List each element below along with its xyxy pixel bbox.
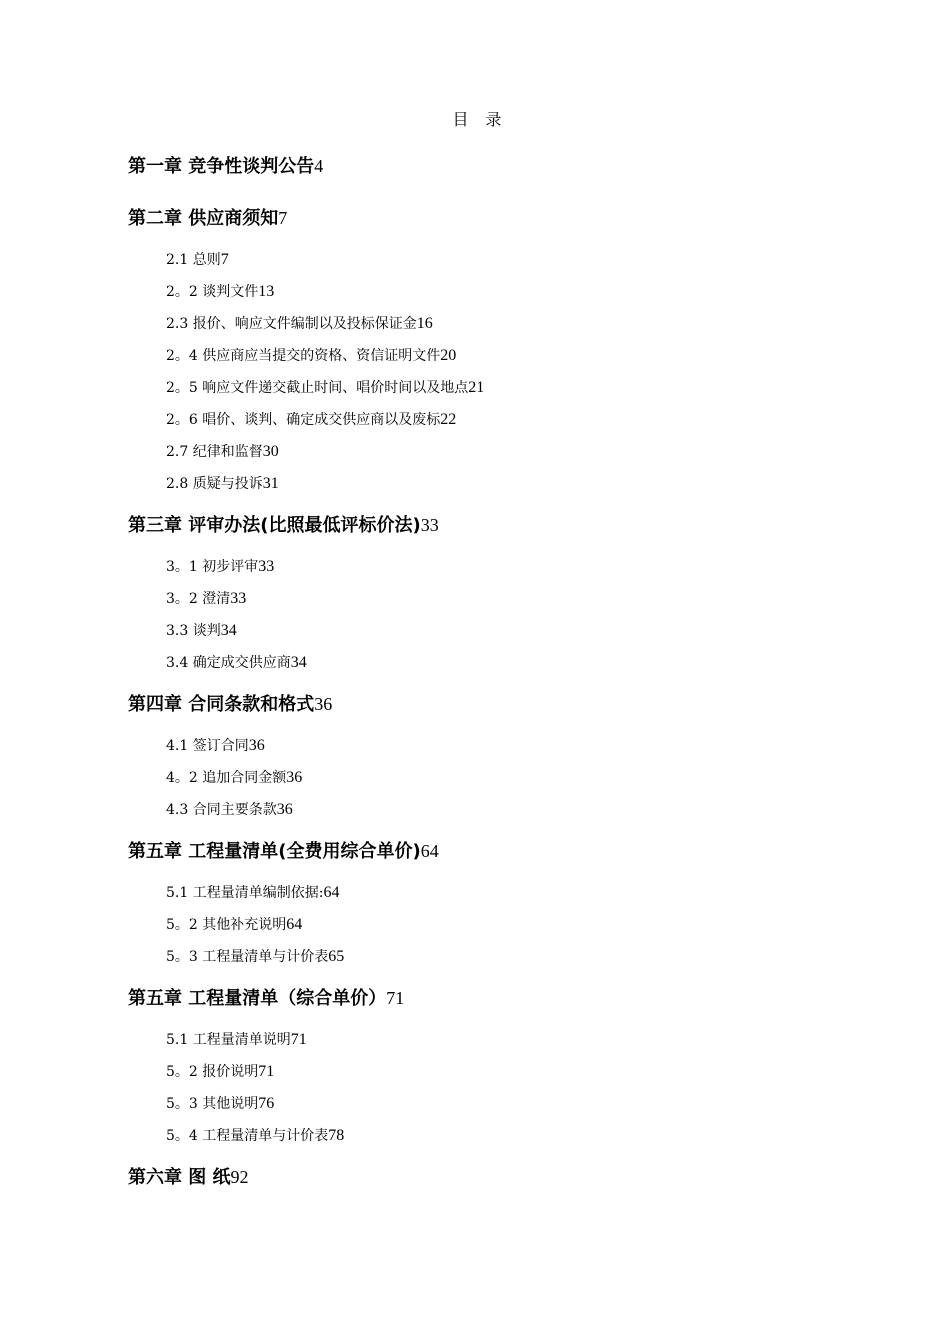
toc-entry-label: 4。2 追加合同金额 <box>166 770 287 786</box>
toc-entry-page-number: 92 <box>230 1167 249 1187</box>
toc-entry-page-number: 33 <box>230 590 247 607</box>
toc-entry-label: 3.3 谈判 <box>166 623 221 639</box>
toc-section-entry[interactable] <box>166 915 302 935</box>
toc-section-entry[interactable] <box>166 653 307 673</box>
toc-section-entry[interactable] <box>166 557 274 577</box>
toc-entry-label: 5。3 工程量清单与计价表 <box>166 949 329 965</box>
toc-entry-label: 5。3 其他说明 <box>166 1096 259 1112</box>
toc-chapter-entry[interactable] <box>128 154 323 179</box>
toc-entry-page-number: 7 <box>278 208 288 228</box>
toc-section-entry[interactable] <box>166 621 237 641</box>
toc-section-entry[interactable] <box>166 1030 307 1050</box>
toc-entry-page-number: 31 <box>262 475 279 492</box>
toc-entry-page-number: 36 <box>276 801 293 818</box>
toc-entry-page-number: 36 <box>248 737 265 754</box>
toc-entry-label: 5。4 工程量清单与计价表 <box>166 1128 329 1144</box>
toc-section-entry[interactable] <box>166 800 293 820</box>
toc-entry-page-number: 30 <box>262 443 279 460</box>
toc-entry-page-number: 36 <box>286 769 303 786</box>
toc-entry-page-number: 16 <box>416 315 433 332</box>
toc-section-entry[interactable] <box>166 474 279 494</box>
toc-entry-page-number: 64 <box>420 841 439 861</box>
toc-section-entry[interactable] <box>166 410 456 430</box>
toc-entry-label: 2.1 总则 <box>166 252 221 268</box>
toc-entry-page-number: 4 <box>314 156 324 176</box>
toc-entry-page-number: 65 <box>328 948 345 965</box>
toc-section-entry[interactable] <box>166 883 339 903</box>
toc-entry-page-number: 13 <box>258 283 275 300</box>
toc-section-entry[interactable] <box>166 736 265 756</box>
toc-entry-page-number: 36 <box>314 694 333 714</box>
toc-section-entry[interactable] <box>166 1062 274 1082</box>
toc-entry-label: 4.3 合同主要条款 <box>166 802 277 818</box>
toc-entry-label: 5.1 工程量清单说明 <box>166 1032 291 1048</box>
toc-entry-page-number: 78 <box>328 1127 345 1144</box>
toc-entry-label: 5。2 其他补充说明 <box>166 917 287 933</box>
toc-entry-label: 2。2 谈判文件 <box>166 284 259 300</box>
toc-section-entry[interactable] <box>166 346 456 366</box>
toc-section-entry[interactable] <box>166 282 274 302</box>
toc-chapter-entry[interactable] <box>128 839 439 864</box>
toc-section-entry[interactable] <box>166 314 433 334</box>
toc-entry-page-number: 33 <box>420 515 439 535</box>
toc-section-entry[interactable] <box>166 1094 274 1114</box>
toc-entry-label: 2。4 供应商应当提交的资格、资信证明文件 <box>166 348 441 364</box>
toc-entry-label: 5。2 报价说明 <box>166 1064 259 1080</box>
toc-entry-label: 3.4 确定成交供应商 <box>166 655 291 671</box>
toc-section-entry[interactable] <box>166 378 484 398</box>
toc-entry-label: 2.3 报价、响应文件编制以及投标保证金 <box>166 316 417 332</box>
toc-entry-label: 2.7 纪律和监督 <box>166 444 263 460</box>
toc-entry-page-number: 64 <box>323 884 340 901</box>
toc-entry-page-number: 21 <box>468 379 485 396</box>
toc-entry-label: 第六章 图 纸 <box>128 1167 231 1188</box>
toc-section-entry[interactable] <box>166 589 246 609</box>
toc-entry-page-number: 64 <box>286 916 303 933</box>
toc-entry-page-number: 20 <box>440 347 457 364</box>
toc-section-entry[interactable] <box>166 250 229 270</box>
toc-entry-label: 第三章 评审办法(比照最低评标价法) <box>128 515 421 536</box>
toc-entry-page-number: 34 <box>220 622 237 639</box>
toc-entry-label: 4.1 签订合同 <box>166 738 249 754</box>
toc-chapter-entry[interactable] <box>128 206 287 231</box>
toc-chapter-entry[interactable] <box>128 692 332 717</box>
toc-entry-label: 2。6 唱价、谈判、确定成交供应商以及废标 <box>166 412 441 428</box>
toc-entry-page-number: 71 <box>258 1063 275 1080</box>
toc-entry-page-number: 7 <box>220 251 229 268</box>
toc-entry-page-number: 71 <box>386 988 405 1008</box>
toc-title: 目 录 <box>452 110 508 129</box>
toc-section-entry[interactable] <box>166 947 344 967</box>
toc-chapter-entry[interactable] <box>128 513 439 538</box>
toc-entry-label: 第二章 供应商须知 <box>128 208 279 229</box>
toc-section-entry[interactable] <box>166 1126 344 1146</box>
toc-entry-page-number: 22 <box>440 411 457 428</box>
toc-entry-page-number: 76 <box>258 1095 275 1112</box>
toc-entry-page-number: 34 <box>290 654 307 671</box>
toc-entry-label: 3。2 澄清 <box>166 591 231 607</box>
toc-section-entry[interactable] <box>166 442 279 462</box>
toc-entry-label: 第五章 工程量清单（综合单价） <box>128 988 387 1009</box>
toc-entry-label: 2。5 响应文件递交截止时间、唱价时间以及地点 <box>166 380 469 396</box>
toc-entry-label: 第五章 工程量清单(全费用综合单价) <box>128 841 421 862</box>
toc-entry-label: 5.1 工程量清单编制依据: <box>166 885 324 901</box>
toc-entry-label: 第四章 合同条款和格式 <box>128 694 315 715</box>
toc-chapter-entry[interactable] <box>128 986 404 1011</box>
toc-chapter-entry[interactable] <box>128 1165 249 1190</box>
toc-entry-label: 第一章 竞争性谈判公告 <box>128 156 315 177</box>
toc-entry-label: 2.8 质疑与投诉 <box>166 476 263 492</box>
toc-entry-label: 3。1 初步评审 <box>166 559 259 575</box>
toc-section-entry[interactable] <box>166 768 302 788</box>
toc-entry-page-number: 33 <box>258 558 275 575</box>
toc-entry-page-number: 71 <box>290 1031 307 1048</box>
